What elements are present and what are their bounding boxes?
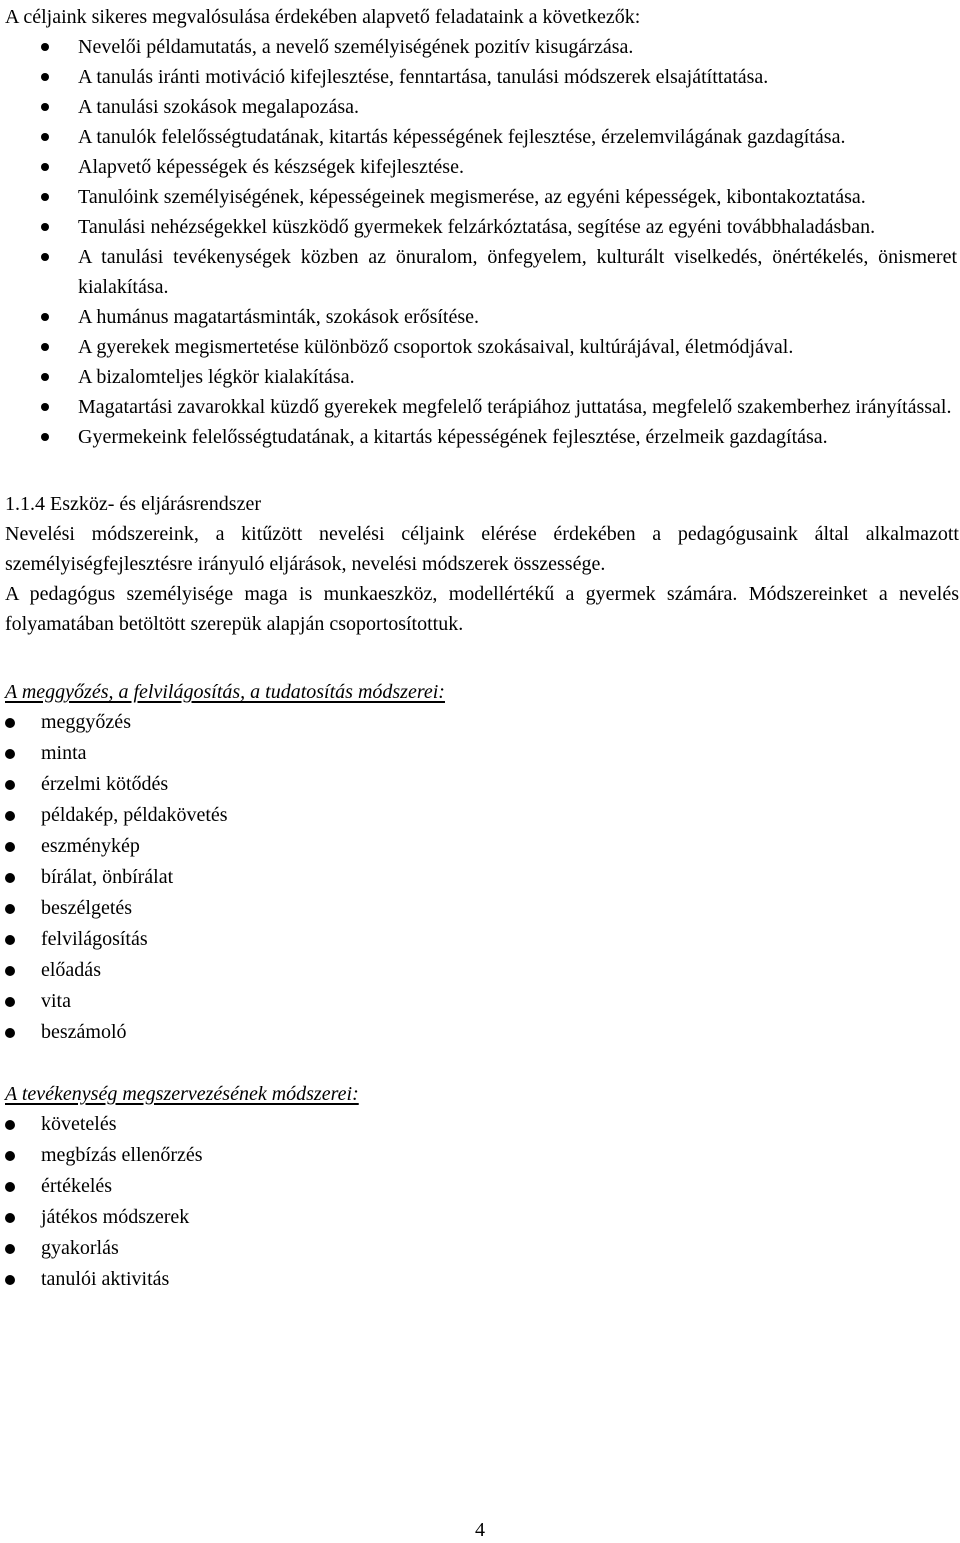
list-item	[5, 122, 959, 152]
list-item	[5, 769, 959, 800]
list-item	[5, 422, 959, 452]
list-item	[5, 32, 959, 62]
method-text: érzelmi kötődés	[41, 773, 169, 795]
goal-text: A tanulási tevékenységek közben az önuralom, önfegyelem, kulturált viselkedés, önértékelés, önismeret kialakítása.	[78, 246, 957, 298]
bullet-icon	[41, 433, 49, 441]
list-item	[5, 332, 959, 362]
method-text: tanulói aktivitás	[41, 1268, 170, 1290]
bullet-icon	[41, 313, 49, 321]
list-item	[5, 152, 959, 182]
method-text: beszámoló	[41, 1021, 127, 1043]
list-item	[5, 92, 959, 122]
method-text: eszménykép	[41, 835, 140, 857]
list-item	[5, 392, 959, 422]
method-text: minta	[41, 742, 87, 764]
bullet-icon	[5, 1028, 15, 1038]
list-item	[5, 800, 959, 831]
document-page	[5, 2, 959, 1295]
section-paragraph: A pedagógus személyisége maga is munkaeszköz, modellértékű a gyermek számára. Módszereinket a nevelés folyamatában betöltött szerepük alapján csoportosítottuk.	[5, 583, 959, 635]
persuasion-methods-list	[5, 707, 959, 1048]
goals-list	[5, 32, 959, 452]
goal-text: Tanulási nehézségekkel küszködő gyermekek felzárkóztatása, segítése az egyéni továbbhaladásban.	[78, 216, 876, 238]
bullet-icon	[41, 133, 49, 141]
bullet-icon	[5, 780, 15, 790]
bullet-icon	[5, 935, 15, 945]
goal-text: Magatartási zavarokkal küzdő gyerekek megfelelő terápiához juttatása, megfelelő szakemberhez irányítással.	[78, 396, 952, 418]
bullet-icon	[41, 403, 49, 411]
bullet-icon	[5, 873, 15, 883]
section-paragraph: Nevelési módszereink, a kitűzött nevelési céljaink elérése érdekében a pedagógusaink által alkalmazott személyiségfejlesztésre irányuló eljárások, nevelési módszerek összessége.	[5, 523, 959, 575]
goal-text: A humánus magatartásminták, szokások erősítése.	[78, 306, 480, 328]
list-item	[5, 1140, 959, 1171]
list-item	[5, 1264, 959, 1295]
method-text: bírálat, önbírálat	[41, 866, 174, 888]
method-text: vita	[41, 990, 71, 1012]
bullet-icon	[5, 842, 15, 852]
bullet-icon	[5, 904, 15, 914]
list-item	[5, 362, 959, 392]
list-item	[5, 1171, 959, 1202]
bullet-icon	[5, 1120, 15, 1130]
method-text: felvilágosítás	[41, 928, 148, 950]
bullet-icon	[41, 253, 49, 261]
method-text: meggyőzés	[41, 711, 131, 733]
bullet-icon	[5, 811, 15, 821]
goal-text: Alapvető képességek és készségek kifejlesztése.	[78, 156, 464, 178]
goal-text: Tanulóink személyiségének, képességeinek megismerése, az egyéni képességek, kibontakoztatása.	[78, 186, 866, 208]
list-item	[5, 62, 959, 92]
list-item	[5, 1017, 959, 1048]
bullet-icon	[5, 1151, 15, 1161]
method-text: követelés	[41, 1113, 117, 1135]
method-text: előadás	[41, 959, 101, 981]
method-text: megbízás ellenőrzés	[41, 1144, 203, 1166]
list-item	[5, 182, 959, 212]
bullet-icon	[5, 718, 15, 728]
list-item	[5, 1233, 959, 1264]
goal-text: A tanulási szokások megalapozása.	[78, 96, 360, 118]
list-item	[5, 212, 959, 242]
persuasion-methods-title: A meggyőzés, a felvilágosítás, a tudatosítás módszerei:	[5, 681, 445, 703]
goal-text: A tanulás iránti motiváció kifejlesztése, fenntartása, tanulási módszerek elsajátíttatása.	[78, 66, 769, 88]
bullet-icon	[41, 373, 49, 381]
list-item	[5, 893, 959, 924]
bullet-icon	[41, 43, 49, 51]
bullet-icon	[41, 193, 49, 201]
goal-text: Gyermekeink felelősségtudatának, a kitartás képességének fejlesztése, érzelmeik gazdagítása.	[78, 426, 828, 448]
bullet-icon	[5, 1275, 15, 1285]
list-item	[5, 862, 959, 893]
list-item	[5, 924, 959, 955]
bullet-icon	[5, 966, 15, 976]
bullet-icon	[5, 1244, 15, 1254]
bullet-icon	[5, 1182, 15, 1192]
list-item	[5, 738, 959, 769]
list-item	[5, 831, 959, 862]
section-heading: 1.1.4 Eszköz- és eljárásrendszer	[5, 493, 261, 515]
list-item	[5, 1202, 959, 1233]
activity-methods-title: A tevékenység megszervezésének módszerei:	[5, 1083, 359, 1105]
goal-text: A tanulók felelősségtudatának, kitartás képességének fejlesztése, érzelemvilágának gazdagítása.	[78, 126, 846, 148]
bullet-icon	[5, 749, 15, 759]
goal-text: Nevelői példamutatás, a nevelő személyiségének pozitív kisugárzása.	[78, 36, 634, 58]
list-item	[5, 986, 959, 1017]
method-text: értékelés	[41, 1175, 113, 1197]
activity-methods-list	[5, 1109, 959, 1295]
bullet-icon	[41, 73, 49, 81]
page-number: 4	[475, 1519, 485, 1541]
bullet-icon	[41, 103, 49, 111]
bullet-icon	[5, 997, 15, 1007]
bullet-icon	[5, 1213, 15, 1223]
bullet-icon	[41, 163, 49, 171]
goal-text: A bizalomteljes légkör kialakítása.	[78, 366, 355, 388]
method-text: példakép, példakövetés	[41, 804, 228, 826]
bullet-icon	[41, 223, 49, 231]
method-text: játékos módszerek	[41, 1206, 190, 1228]
method-text: beszélgetés	[41, 897, 133, 919]
goal-text: A gyerekek megismertetése különböző csoportok szokásaival, kultúrájával, életmódjával.	[78, 336, 794, 358]
list-item	[5, 302, 959, 332]
list-item	[5, 1109, 959, 1140]
list-item	[5, 707, 959, 738]
intro-text: A céljaink sikeres megvalósulása érdekében alapvető feladataink a következők:	[5, 6, 641, 28]
list-item	[5, 242, 959, 302]
method-text: gyakorlás	[41, 1237, 119, 1259]
bullet-icon	[41, 343, 49, 351]
list-item	[5, 955, 959, 986]
